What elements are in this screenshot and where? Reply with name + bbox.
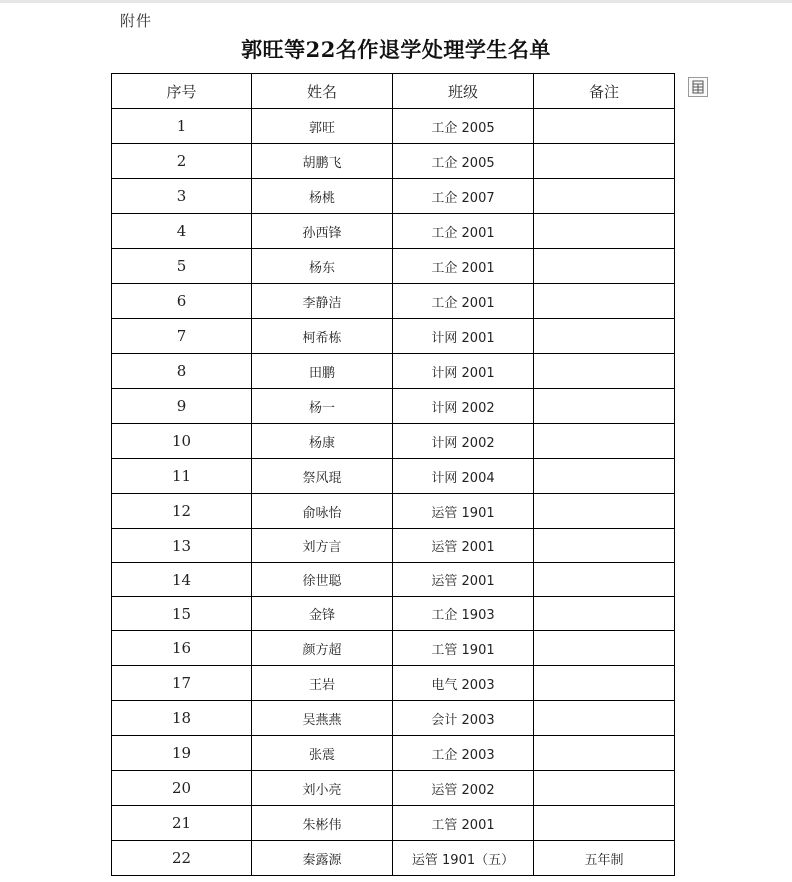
cell-class: 工管 2001 — [393, 806, 534, 841]
cell-remarks — [534, 179, 675, 214]
cell-class: 运管 2001 — [393, 529, 534, 563]
table-row — [112, 424, 675, 459]
cell-student-name: 柯希栋 — [252, 319, 393, 354]
cell-remarks — [534, 771, 675, 806]
cell-class: 工企 2001 — [393, 249, 534, 284]
cell-student-name: 李静洁 — [252, 284, 393, 319]
cell-class: 计网 2002 — [393, 424, 534, 459]
cell-serial-number: 3 — [112, 179, 252, 214]
cell-class: 工企 2003 — [393, 736, 534, 771]
cell-serial-number: 20 — [112, 771, 252, 806]
cell-student-name: 颜方超 — [252, 631, 393, 666]
cell-remarks — [534, 424, 675, 459]
cell-remarks — [534, 666, 675, 701]
cell-class: 工管 1901 — [393, 631, 534, 666]
student-list-table-container — [111, 73, 675, 876]
table-select-icon[interactable] — [688, 77, 708, 97]
table-row — [112, 284, 675, 319]
cell-remarks — [534, 736, 675, 771]
table-row — [112, 459, 675, 494]
cell-serial-number: 17 — [112, 666, 252, 701]
table-row — [112, 841, 675, 876]
cell-student-name: 刘小亮 — [252, 771, 393, 806]
table-row — [112, 494, 675, 529]
table-row — [112, 563, 675, 597]
cell-class: 会计 2003 — [393, 701, 534, 736]
cell-student-name: 秦露源 — [252, 841, 393, 876]
cell-serial-number: 9 — [112, 389, 252, 424]
cell-remarks — [534, 389, 675, 424]
table-row — [112, 214, 675, 249]
cell-student-name: 杨康 — [252, 424, 393, 459]
header-serial-number: 序号 — [112, 74, 252, 109]
cell-serial-number: 7 — [112, 319, 252, 354]
table-row — [112, 806, 675, 841]
cell-remarks — [534, 284, 675, 319]
table-row — [112, 109, 675, 144]
cell-remarks — [534, 631, 675, 666]
cell-serial-number: 6 — [112, 284, 252, 319]
cell-remarks: 五年制 — [534, 841, 675, 876]
cell-remarks — [534, 144, 675, 179]
cell-class: 电气 2003 — [393, 666, 534, 701]
table-row — [112, 179, 675, 214]
cell-student-name: 张震 — [252, 736, 393, 771]
header-remarks: 备注 — [534, 74, 675, 109]
cell-class: 运管 2002 — [393, 771, 534, 806]
cell-student-name: 孙西锋 — [252, 214, 393, 249]
document-title: 郭旺等22名作退学处理学生名单 — [241, 37, 551, 62]
cell-student-name: 王岩 — [252, 666, 393, 701]
cell-student-name: 胡鹏飞 — [252, 144, 393, 179]
page-top-border — [0, 0, 792, 3]
cell-remarks — [534, 319, 675, 354]
table-row — [112, 597, 675, 631]
cell-class: 工企 2001 — [393, 284, 534, 319]
cell-remarks — [534, 249, 675, 284]
cell-student-name: 吴燕燕 — [252, 701, 393, 736]
header-name: 姓名 — [252, 74, 393, 109]
cell-class: 工企 1903 — [393, 597, 534, 631]
table-row — [112, 736, 675, 771]
cell-serial-number: 19 — [112, 736, 252, 771]
cell-remarks — [534, 701, 675, 736]
table-header-row — [112, 74, 675, 109]
table-row — [112, 319, 675, 354]
cell-student-name: 杨一 — [252, 389, 393, 424]
table-row — [112, 354, 675, 389]
cell-student-name: 金锋 — [252, 597, 393, 631]
cell-remarks — [534, 214, 675, 249]
header-class: 班级 — [393, 74, 534, 109]
cell-remarks — [534, 597, 675, 631]
cell-student-name: 朱彬伟 — [252, 806, 393, 841]
table-body — [112, 109, 675, 876]
cell-student-name: 祭风琨 — [252, 459, 393, 494]
table-row — [112, 249, 675, 284]
cell-student-name: 徐世聪 — [252, 563, 393, 597]
cell-remarks — [534, 354, 675, 389]
cell-serial-number: 2 — [112, 144, 252, 179]
cell-class: 计网 2001 — [393, 319, 534, 354]
cell-class: 工企 2007 — [393, 179, 534, 214]
cell-serial-number: 13 — [112, 529, 252, 563]
cell-class: 运管 1901（五） — [393, 841, 534, 876]
cell-serial-number: 1 — [112, 109, 252, 144]
cell-serial-number: 11 — [112, 459, 252, 494]
table-row — [112, 666, 675, 701]
table-row — [112, 631, 675, 666]
cell-class: 工企 2005 — [393, 109, 534, 144]
cell-serial-number: 5 — [112, 249, 252, 284]
table-row — [112, 771, 675, 806]
cell-student-name: 刘方言 — [252, 529, 393, 563]
cell-class: 运管 2001 — [393, 563, 534, 597]
table-row — [112, 529, 675, 563]
cell-remarks — [534, 529, 675, 563]
cell-serial-number: 22 — [112, 841, 252, 876]
cell-serial-number: 4 — [112, 214, 252, 249]
table-row — [112, 144, 675, 179]
cell-serial-number: 15 — [112, 597, 252, 631]
cell-remarks — [534, 459, 675, 494]
student-list-table — [111, 73, 675, 876]
cell-class: 工企 2001 — [393, 214, 534, 249]
cell-student-name: 田鹏 — [252, 354, 393, 389]
cell-remarks — [534, 109, 675, 144]
cell-serial-number: 21 — [112, 806, 252, 841]
cell-class: 工企 2005 — [393, 144, 534, 179]
cell-student-name: 俞咏怡 — [252, 494, 393, 529]
cell-remarks — [534, 494, 675, 529]
cell-student-name: 郭旺 — [252, 109, 393, 144]
cell-serial-number: 16 — [112, 631, 252, 666]
cell-serial-number: 12 — [112, 494, 252, 529]
cell-class: 计网 2004 — [393, 459, 534, 494]
cell-serial-number: 18 — [112, 701, 252, 736]
cell-student-name: 杨桃 — [252, 179, 393, 214]
cell-class: 计网 2002 — [393, 389, 534, 424]
attachment-label: 附件 — [120, 12, 153, 30]
cell-serial-number: 8 — [112, 354, 252, 389]
cell-class: 运管 1901 — [393, 494, 534, 529]
table-row — [112, 701, 675, 736]
cell-remarks — [534, 806, 675, 841]
table-row — [112, 389, 675, 424]
cell-serial-number: 14 — [112, 563, 252, 597]
cell-class: 计网 2001 — [393, 354, 534, 389]
cell-serial-number: 10 — [112, 424, 252, 459]
cell-remarks — [534, 563, 675, 597]
cell-student-name: 杨东 — [252, 249, 393, 284]
